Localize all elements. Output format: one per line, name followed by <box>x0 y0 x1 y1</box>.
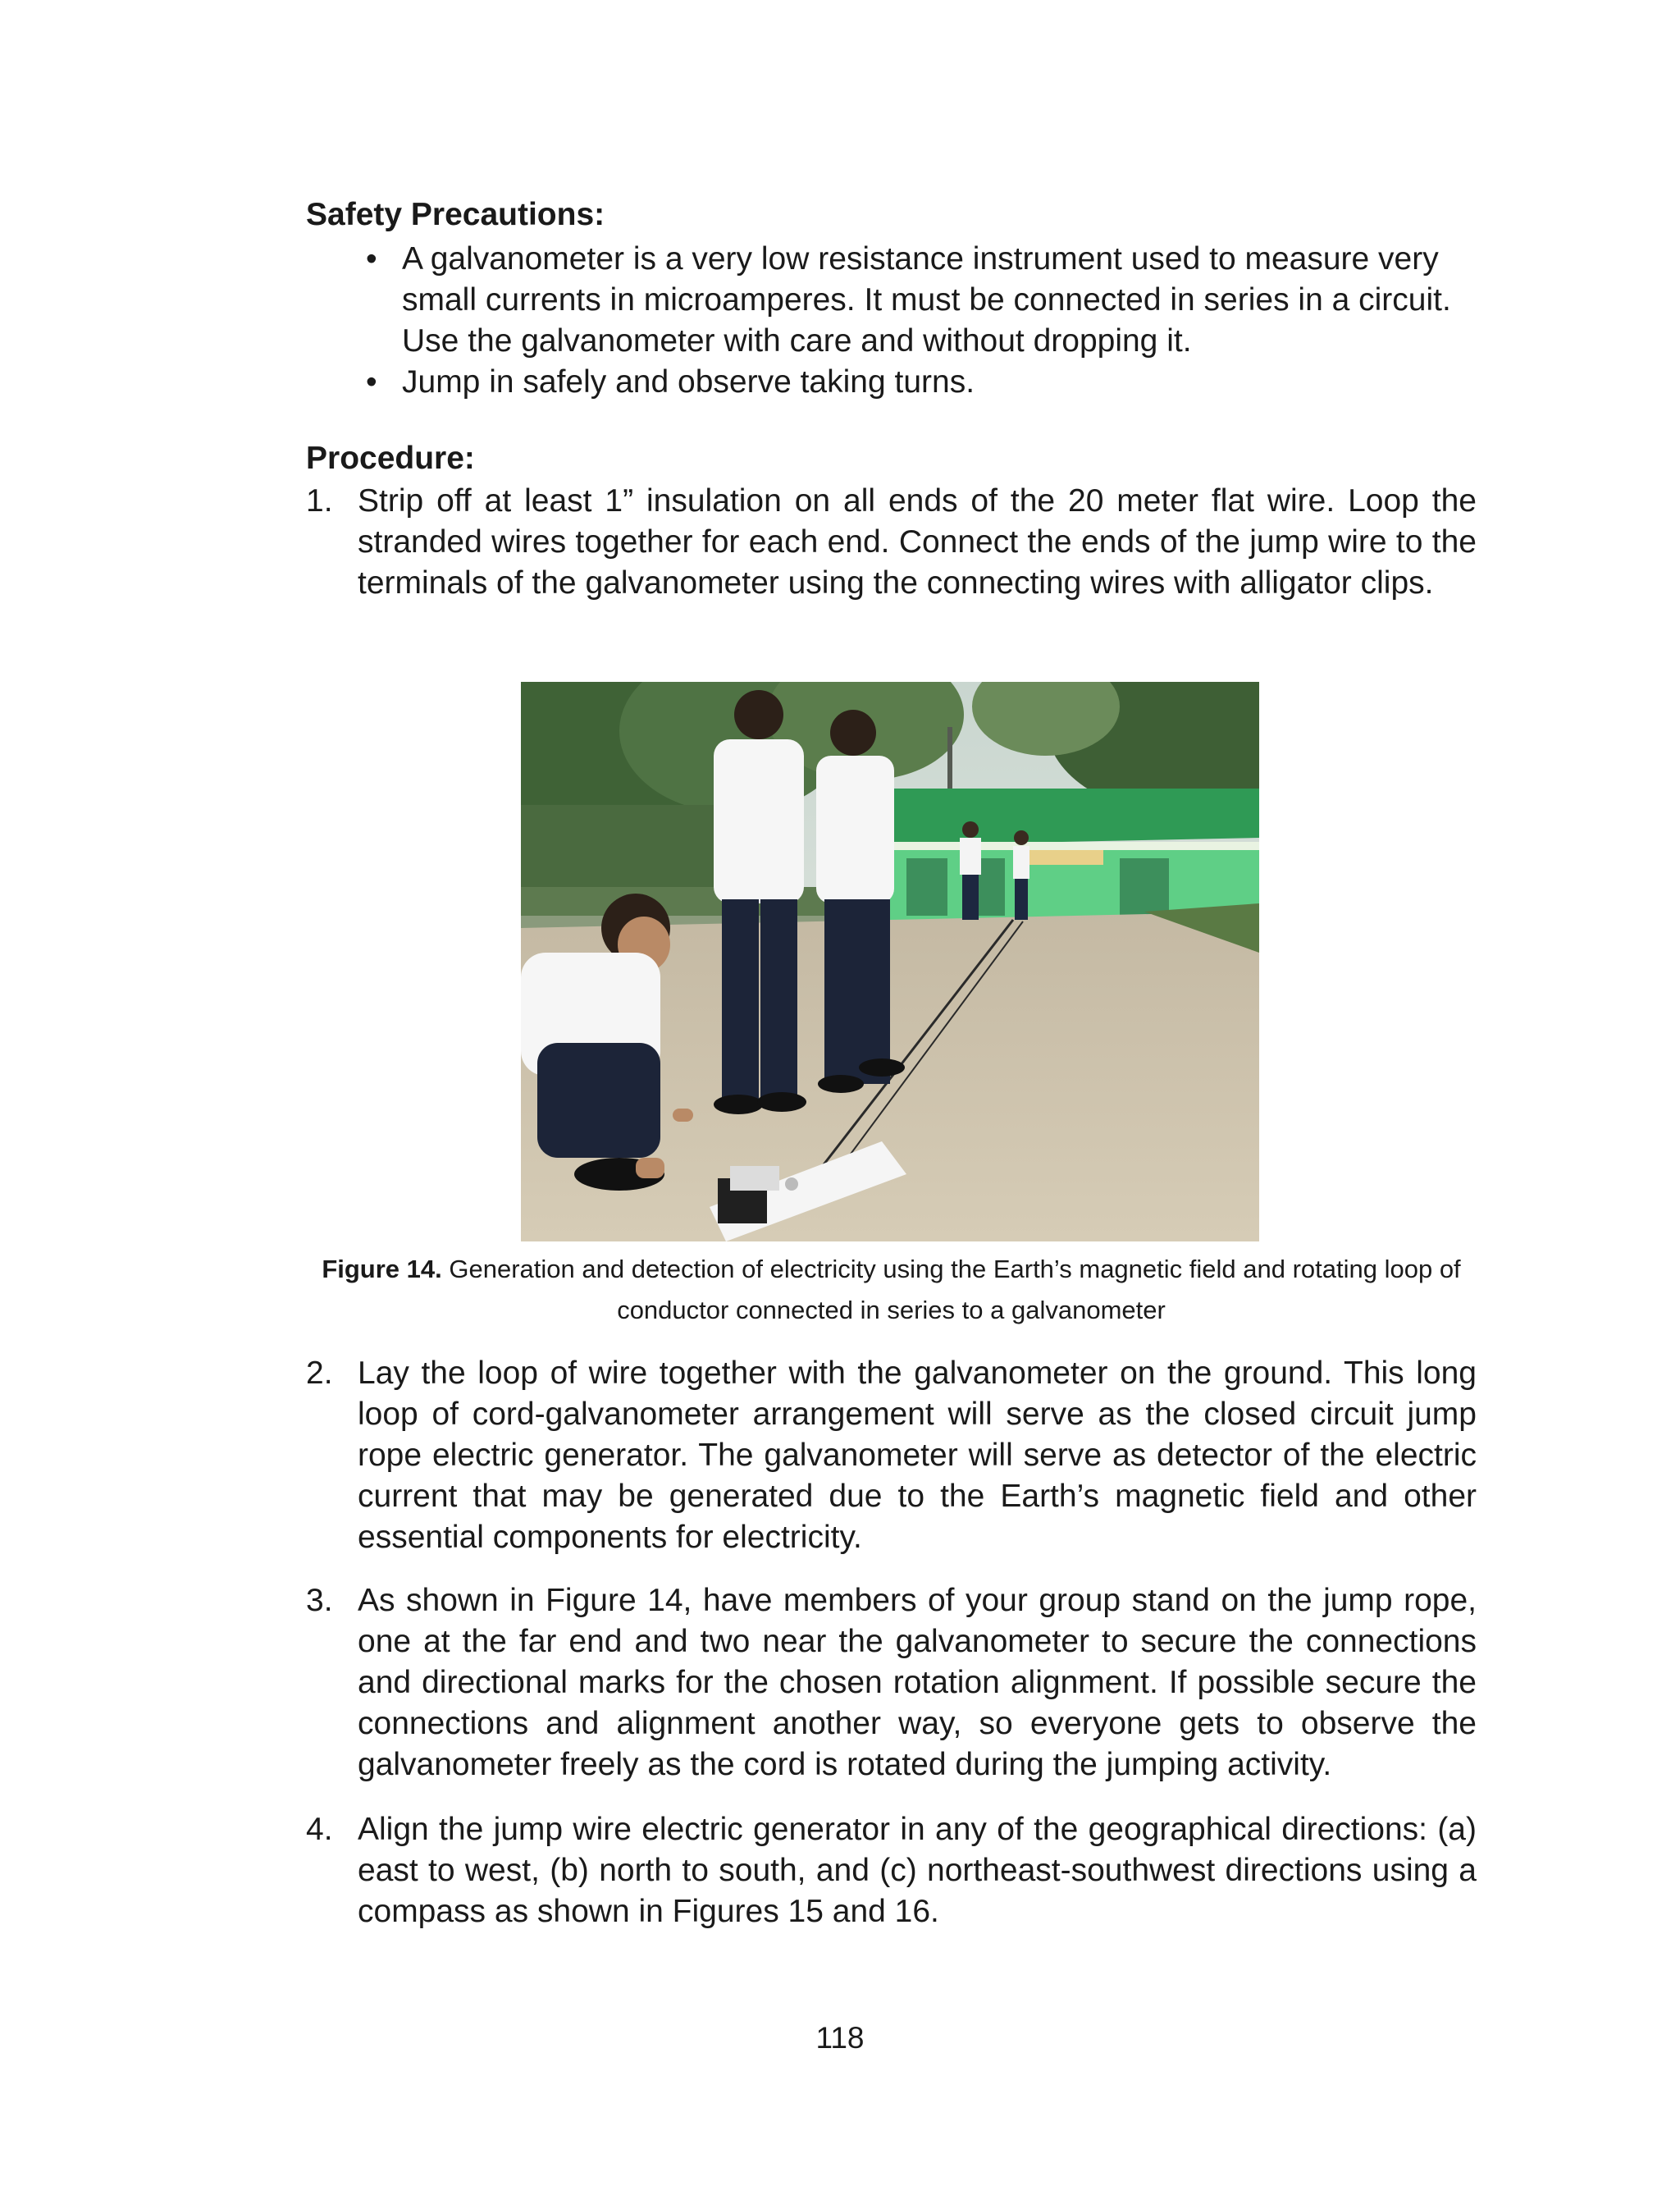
page-number: 118 <box>815 2021 865 2055</box>
procedure-step-3 <box>306 1580 1477 1785</box>
figure-label: Figure 14. <box>322 1255 442 1283</box>
bullet-text: Jump in safely and observe taking turns. <box>402 364 975 400</box>
step-text: Lay the loop of wire together with the galvanometer on the ground. This long loop of cord-galvanometer arrangement will serve as the closed circuit jump rope electric generator. The galvanometer will serve as detector of the electric current that may be generated due to the Earth’s magnetic field and other essential components for electricity. <box>358 1356 1477 1555</box>
list-item <box>366 362 1477 403</box>
figure-caption <box>306 1249 1477 1331</box>
figure-14-photo <box>521 682 1259 1241</box>
safety-list <box>366 239 1477 403</box>
figure-caption-text: Generation and detection of electricity using the Earth’s magnetic field and rotating loop of conductor connected in series to a galvanometer <box>449 1255 1461 1324</box>
bullet-icon: • <box>366 364 377 400</box>
procedure-step-4 <box>306 1809 1477 1932</box>
step-text: As shown in Figure 14, have members of your group stand on the jump rope, one at the far end and two near the galvanometer to secure the connections and directional marks for the chosen rotation alignment. If possible secure the connections and alignment another way, so everyone gets to observe the galvanometer freely as the cord is rotated during the jumping activity. <box>358 1583 1477 1782</box>
step-text: Align the jump wire electric generator in any of the geographical directions: (a) east to west, (b) north to south, and (c) northeast-southwest directions using a compass as shown in Figures 15 and 16. <box>358 1812 1477 1929</box>
bullet-text: A galvanometer is a very low resistance instrument used to measure very small currents in microamperes. It must be connected in series in a circuit. Use the galvanometer with care and without dropping it. <box>402 241 1451 359</box>
step-number: 3. <box>306 1583 333 1618</box>
step-number: 1. <box>306 483 333 519</box>
step-number: 4. <box>306 1812 333 1847</box>
step-text: Strip off at least 1” insulation on all ends of the 20 meter flat wire. Loop the stranded wires together for each end. Connect the ends of the jump wire to the terminals of the galvanometer using the connecting wires with alligator clips. <box>358 483 1477 601</box>
step-number: 2. <box>306 1356 333 1391</box>
procedure-heading: Procedure: <box>306 441 475 476</box>
procedure-step-1 <box>306 481 1477 604</box>
safety-heading: Safety Precautions: <box>306 197 605 232</box>
procedure-step-2 <box>306 1353 1477 1558</box>
bullet-icon: • <box>366 241 377 277</box>
list-item <box>366 239 1477 362</box>
